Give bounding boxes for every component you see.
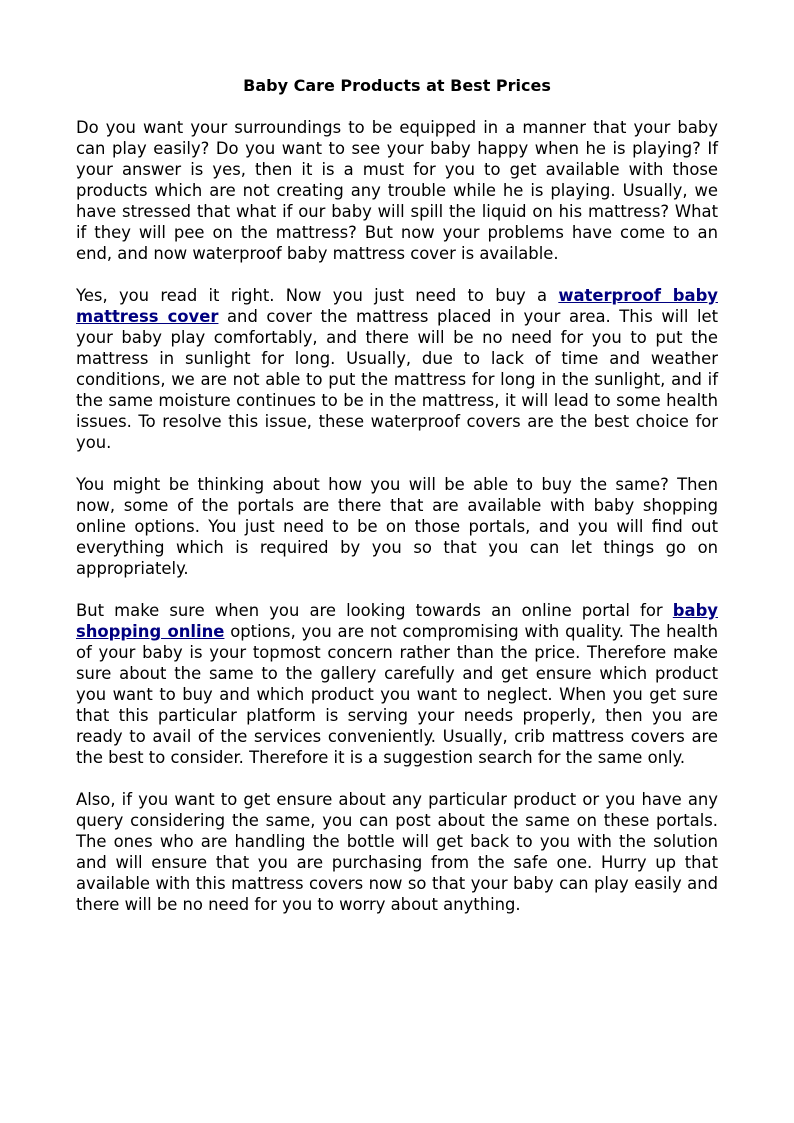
paragraph-portals: You might be thinking about how you will be able to buy the same? Then now, some of the portals are there that are available with baby shopping online options. You just need to be on those portals, and you will find out everything which is required by you so that you can let things go on appropriately. — [76, 475, 718, 578]
paragraph-text: and cover the mattress placed in your area. This will let your baby play comfortably, and there will be no need for you to put the mattress in sunlight for long. Usually, due to lack of time and weather conditions, we are not able to put the mattress for long in the sunlight, and if the same moisture continues to be in the mattress, it will lead to some health issues. To resolve this issue, these waterproof covers are the best choice for you. — [76, 307, 719, 452]
baby-shopping-online-link[interactable]: baby shopping online — [76, 601, 718, 641]
page-title: Baby Care Products at Best Prices — [243, 76, 551, 95]
paragraph-quality — [76, 600, 718, 768]
paragraph-intro: Do you want your surroundings to be equipped in a manner that your baby can play easily? Do you want to see your baby happy when he is playing? If your answer is yes, then it is a must for you to get available with those products which are not creating any trouble while he is playing. Usually, we have stressed that what if our baby will spill the liquid on his mattress? What if they will pee on the mattress? But now your problems have come to an end, and now waterproof baby mattress cover is available. — [76, 118, 718, 263]
paragraph-text: But make sure when you are looking towards an online portal for — [76, 601, 673, 620]
waterproof-baby-mattress-cover-link[interactable]: waterproof baby mattress cover — [76, 286, 718, 326]
paragraph-waterproof-cover — [76, 285, 718, 453]
document-page — [76, 75, 718, 936]
paragraph-conclusion: Also, if you want to get ensure about any particular product or you have any query considering the same, you can post about the same on these portals. The ones who are handling the bottle will get back to you with the solution and will ensure that you are purchasing from the safe one. Hurry up that available with this mattress covers now so that your baby can play easily and there will be no need for you to worry about anything. — [76, 790, 718, 914]
paragraph-text: Yes, you read it right. Now you just need to buy a — [76, 286, 559, 305]
paragraph-text: options, you are not compromising with quality. The health of your baby is your topmost concern rather than the price. Therefore make sure about the same to the gallery carefully and get ensure which product you want to buy and which product you want to neglect. When you get sure that this particular platform is serving your needs properly, then you are ready to avail of the services conveniently. Usually, crib mattress covers are the best to consider. Therefore it is a suggestion search for the same only. — [76, 622, 718, 767]
